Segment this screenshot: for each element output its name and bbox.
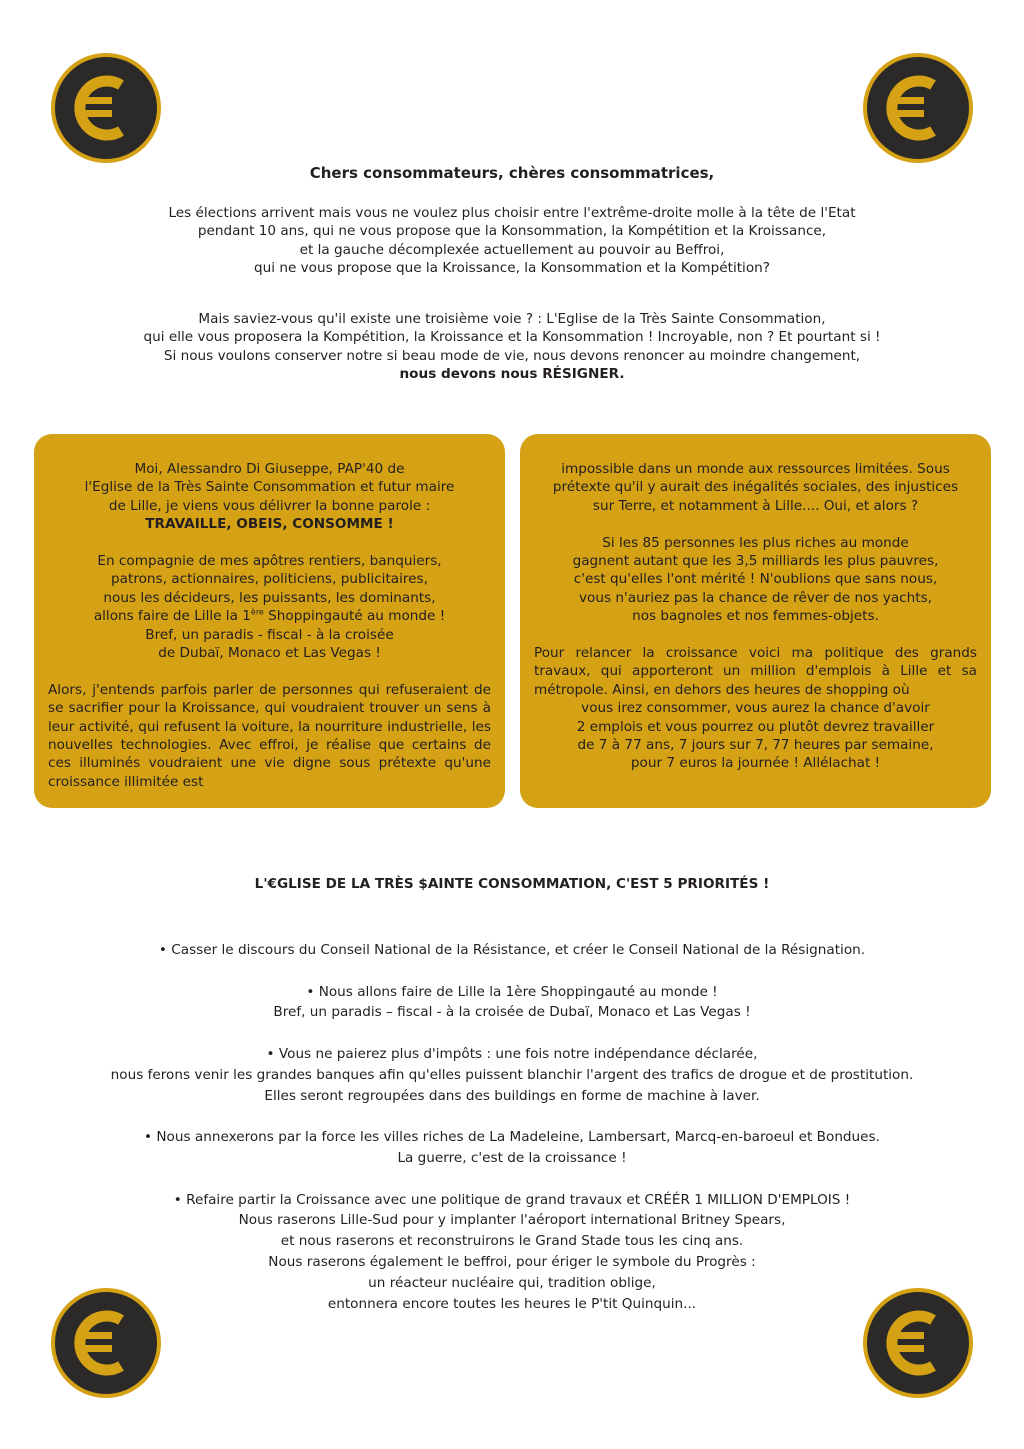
- text-line: [48, 607, 491, 625]
- text-line: impossible dans un monde aux ressources limitées. Sous: [561, 461, 950, 477]
- intro-line: Les élections arrivent mais vous ne voulez plus choisir entre l'extrême-droite molle à la tête de l'Etat: [168, 205, 856, 221]
- text-line: pour 7 euros la journée ! Allélachat !: [630, 755, 881, 772]
- text-line: • Nous allons faire de Lille la 1ère Shoppingauté au monde !: [306, 983, 718, 1000]
- text-line: nous ferons venir les grandes banques afin qu'elles puissent blanchir l'argent des trafics de drogue et de prostitution.: [110, 1066, 914, 1083]
- text-line: sur Terre, et notamment à Lille.... Oui, et alors ?: [592, 497, 919, 514]
- intro-paragraph-2: [40, 310, 984, 384]
- priorities-list: [40, 940, 984, 1335]
- text-line: de Dubaï, Monaco et Las Vegas !: [158, 645, 381, 662]
- priority-item: [40, 982, 984, 1024]
- greeting-heading: Chers consommateurs, chères consommatrices,: [309, 164, 715, 182]
- box-right-paragraph-2: [534, 534, 977, 626]
- text-line: Si les 85 personnes les plus riches au monde: [602, 534, 909, 551]
- box-right-paragraph-3-end: [534, 699, 977, 773]
- intro2-line: qui elle vous proposera la Kompétition, la Kroissance et la Konsommation ! Incroyable, non ? Et pourtant si !: [143, 329, 881, 346]
- priorities-title: L'€GLISE DE LA TRÈS $AINTE CONSOMMATION, C'EST 5 PRIORITÉS !: [254, 876, 770, 892]
- intro-paragraph: [40, 204, 984, 278]
- text-line: et nous raserons et reconstruirons le Grand Stade tous les cinq ans.: [280, 1233, 744, 1250]
- text-line: Moi, Alessandro Di Giuseppe, PAP'40 de: [134, 461, 405, 477]
- text-line: de 7 à 77 ans, 7 jours sur 7, 77 heures par semaine,: [577, 737, 934, 754]
- intro-line: qui ne vous propose que la Kroissance, la Konsommation et la Kompétition?: [254, 260, 770, 277]
- priority-item: [40, 940, 984, 961]
- text-line: l'Eglise de la Très Sainte Consommation et futur maire: [84, 479, 455, 496]
- text-line: Bref, un paradis – fiscal - à la croisée de Dubaï, Monaco et Las Vegas !: [273, 1004, 751, 1021]
- text-line: Bref, un paradis - fiscal - à la croisée: [145, 626, 394, 643]
- box-right-paragraph-1: [534, 460, 977, 515]
- text-line: Nous raserons Lille-Sud pour y implanter l'aéroport international Britney Spears,: [238, 1212, 786, 1229]
- superscript: ère: [250, 607, 264, 617]
- priority-item: [40, 1190, 984, 1315]
- text-line: • Refaire partir la Croissance avec une politique de grand travaux et CRÉÉR 1 MILLION D'EMPLOIS !: [173, 1191, 851, 1208]
- intro-line: pendant 10 ans, qui ne vous propose que la Konsommation, la Kompétition et la Kroissance,: [197, 223, 827, 240]
- priority-item: [40, 1127, 984, 1169]
- euro-coin-icon: [862, 52, 974, 164]
- intro2-bold-line: nous devons nous RÉSIGNER.: [399, 366, 625, 383]
- text-line: • Casser le discours du Conseil National de la Résistance, et créer le Conseil National de la Résignation.: [158, 942, 866, 958]
- text-line: c'est qu'elles l'ont mérité ! N'oublions que sans nous,: [573, 571, 938, 588]
- text-line: vous n'auriez pas la chance de rêver de nos yachts,: [579, 589, 932, 606]
- text-line: prétexte qu'il y aurait des inégalités sociales, des injustices: [552, 479, 959, 496]
- priority-item: [40, 1044, 984, 1106]
- manifesto-box-left: [34, 434, 505, 808]
- text-line: Nous raserons également le beffroi, pour ériger le symbole du Progrès :: [268, 1253, 756, 1270]
- euro-coin-icon: [50, 52, 162, 164]
- box-right-paragraph-3: Pour relancer la croissance voici ma politique des grands travaux, qui apporteront un million d'emplois à Lille et sa métropole. Ainsi, en dehors des heures de shopping où: [534, 645, 977, 698]
- text-fragment: allons faire de Lille la 1: [93, 608, 251, 625]
- text-line: La guerre, c'est de la croissance !: [397, 1149, 627, 1166]
- text-line: vous irez consommer, vous aurez la chance d'avoir: [581, 700, 930, 717]
- text-line: nos bagnoles et nos femmes-objets.: [632, 608, 879, 625]
- manifesto-box-right: [520, 434, 991, 808]
- box-left-paragraph-1: [48, 460, 491, 534]
- text-line: entonnera encore toutes les heures le P'tit Quinquin...: [327, 1295, 697, 1312]
- text-line: de Lille, je viens vous délivrer la bonne parole :: [108, 497, 431, 514]
- text-line: En compagnie de mes apôtres rentiers, banquiers,: [97, 553, 442, 570]
- slogan: TRAVAILLE, OBEIS, CONSOMME !: [145, 516, 394, 533]
- text-line: patrons, actionnaires, politiciens, publicitaires,: [111, 571, 428, 588]
- intro2-line: Mais saviez-vous qu'il existe une troisième voie ? : L'Eglise de la Très Sainte Consommation,: [198, 311, 826, 327]
- intro2-line: Si nous voulons conserver notre si beau mode de vie, nous devons renoncer au moindre changement,: [163, 347, 861, 364]
- text-line: • Vous ne paierez plus d'impôts : une fois notre indépendance déclarée,: [266, 1045, 758, 1062]
- text-line: gagnent autant que les 3,5 milliards les plus pauvres,: [572, 553, 939, 570]
- box-left-paragraph-3: Alors, j'entends parfois parler de personnes qui refuseraient de se sacrifier pour la Kroissance, qui voudraient trouver un sens à leur activité, qui refusent la voiture, la nourriture industrielle, les nouvelles technologies. Avec effroi, je réalise que certains de ces illuminés voudraient une vie digne sous prétexte qu'une croissance illimitée est: [48, 681, 491, 790]
- text-line: 2 emplois et vous pourrez ou plutôt devrez travailler: [576, 718, 935, 735]
- text-fragment: Shoppingauté au monde !: [263, 608, 446, 625]
- text-line: • Nous annexerons par la force les villes riches de La Madeleine, Lambersart, Marcq-en-baroeul et Bondues.: [144, 1129, 880, 1146]
- text-line: nous les décideurs, les puissants, les dominants,: [103, 589, 436, 606]
- box-left-paragraph-2: [48, 552, 491, 662]
- text-line: un réacteur nucléaire qui, tradition oblige,: [368, 1274, 656, 1291]
- text-line: Elles seront regroupées dans des buildings en forme de machine à laver.: [264, 1087, 760, 1104]
- intro-line: et la gauche décomplexée actuellement au pouvoir au Beffroi,: [299, 241, 725, 258]
